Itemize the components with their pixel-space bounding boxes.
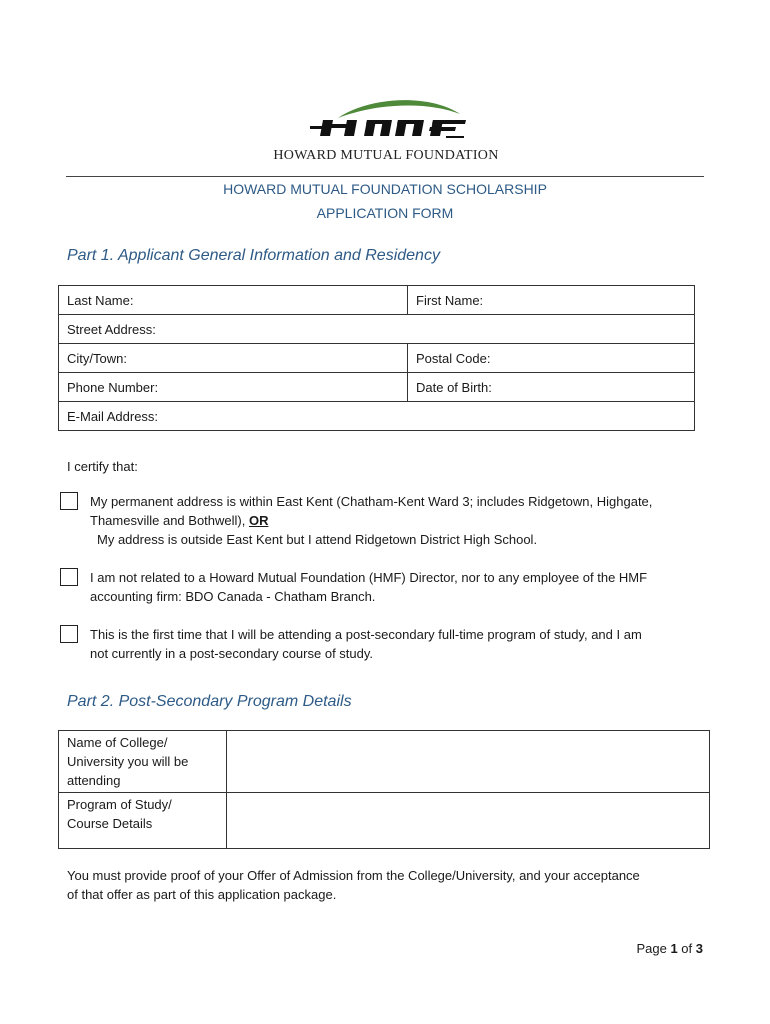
applicant-info-table [58, 285, 695, 431]
residency-line1: My permanent address is within East Kent (Chatham-Kent Ward 3; includes Ridgetown, Highgate, [90, 494, 653, 509]
college-name-label [59, 731, 227, 793]
not-related-checkbox[interactable] [60, 568, 78, 586]
part1-heading: Part 1. Applicant General Information and Residency [67, 247, 440, 264]
residency-line3: My address is outside East Kent but I attend Ridgetown District High School. [97, 532, 538, 547]
program-label-line2: Course Details [67, 816, 153, 831]
residency-certification [90, 492, 700, 549]
street-address-field[interactable] [59, 315, 695, 344]
email-address-label: E-Mail Address: [67, 408, 159, 424]
program-details-table [58, 730, 710, 849]
first-time-checkbox[interactable] [60, 625, 78, 643]
postal-code-label: Postal Code: [416, 350, 491, 366]
phone-number-label: Phone Number: [67, 379, 159, 395]
postal-code-field[interactable] [408, 344, 695, 373]
city-town-field[interactable] [59, 344, 408, 373]
certify-intro: I certify that: [67, 459, 138, 474]
not-related-line1: I am not related to a Howard Mutual Foundation (HMF) Director, nor to any employee of the HMF [90, 570, 648, 585]
program-of-study-input[interactable] [227, 793, 710, 849]
form-title-line2: APPLICATION FORM [316, 205, 454, 221]
program-label-line1: Program of Study/ [67, 797, 172, 812]
form-title-line1: HOWARD MUTUAL FOUNDATION SCHOLARSHIP [223, 181, 547, 197]
last-name-label: Last Name: [67, 292, 134, 308]
page-number [560, 941, 703, 956]
page-total: 3 [695, 941, 703, 956]
first-time-line2: not currently in a post-secondary course of study. [90, 646, 374, 661]
first-name-field[interactable] [408, 286, 695, 315]
not-related-certification [90, 568, 700, 606]
header-rule [66, 176, 704, 177]
proof-line1: You must provide proof of your Offer of Admission from the College/University, and your acceptance [67, 868, 640, 883]
college-label-line3: attending [67, 773, 121, 788]
residency-line2: Thamesville and Bothwell), [90, 513, 249, 528]
or-label: OR [248, 513, 269, 528]
college-label-line1: Name of College/ [67, 735, 168, 750]
street-address-label: Street Address: [67, 321, 156, 337]
part2-heading: Part 2. Post-Secondary Program Details [67, 693, 352, 710]
proof-of-admission-note [67, 866, 707, 904]
proof-line2: of that offer as part of this application package. [67, 887, 337, 902]
org-name: HOWARD MUTUAL FOUNDATION [273, 148, 499, 163]
program-of-study-label [59, 793, 227, 849]
first-time-line1: This is the first time that I will be attending a post-secondary full-time program of study, and I am [90, 627, 642, 642]
logo-letters [310, 120, 466, 138]
phone-number-field[interactable] [59, 373, 408, 402]
not-related-line2: accounting firm: BDO Canada - Chatham Branch. [90, 589, 376, 604]
first-time-certification [90, 625, 700, 663]
page-current: 1 [670, 941, 678, 956]
date-of-birth-field[interactable] [408, 373, 695, 402]
first-name-label: First Name: [416, 292, 484, 308]
date-of-birth-label: Date of Birth: [416, 379, 492, 395]
page-of: of [677, 941, 696, 956]
college-name-input[interactable] [227, 731, 710, 793]
page-prefix: Page [636, 941, 671, 956]
college-label-line2: University you will be [67, 754, 189, 769]
email-address-field[interactable] [59, 402, 695, 431]
last-name-field[interactable] [59, 286, 408, 315]
logo-arc [338, 100, 460, 118]
residency-checkbox[interactable] [60, 492, 78, 510]
city-town-label: City/Town: [67, 350, 127, 366]
